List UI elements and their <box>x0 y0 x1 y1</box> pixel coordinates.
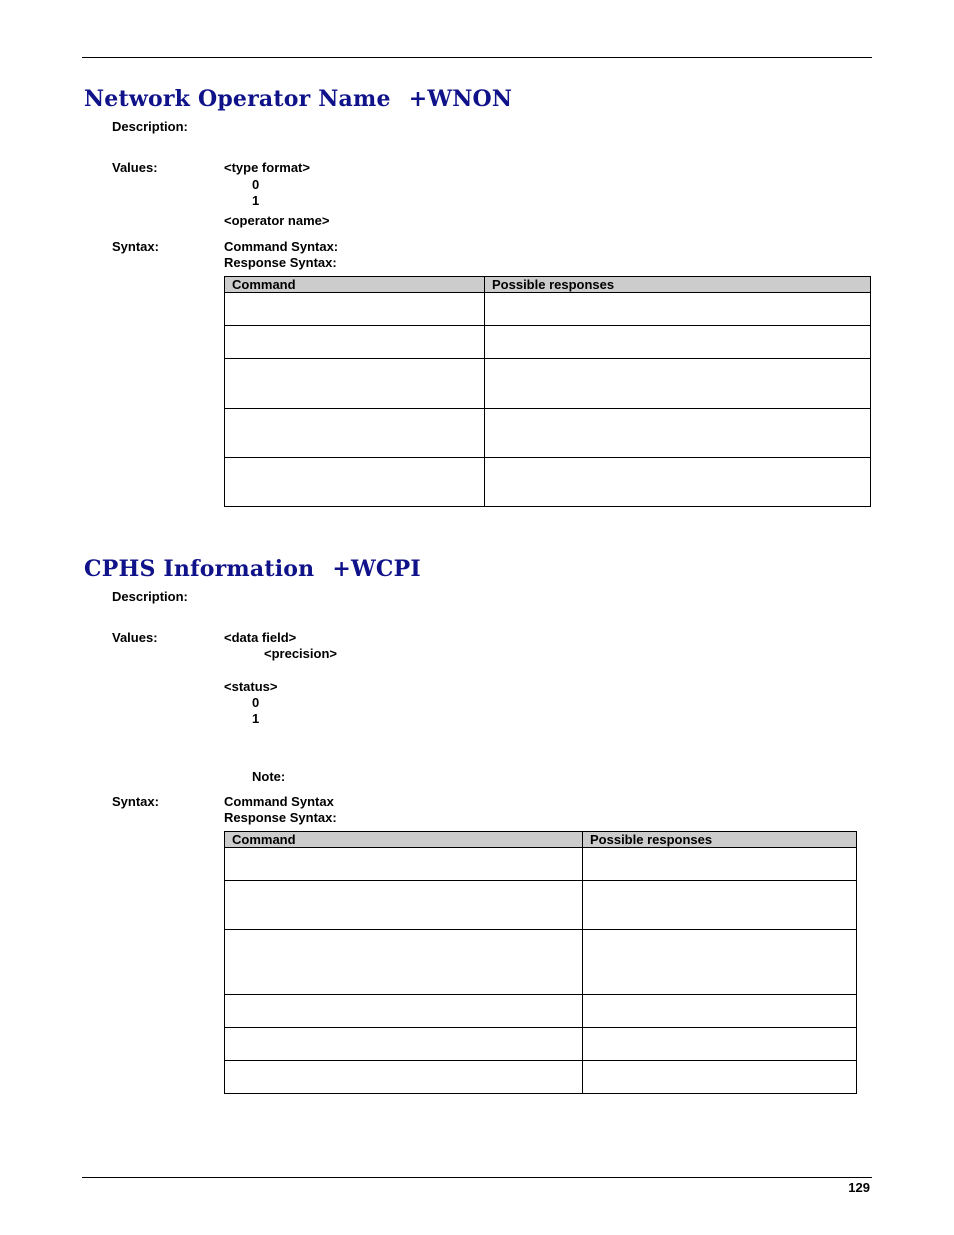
values-label: Values: <box>112 160 158 175</box>
response-cell <box>485 293 871 326</box>
response-cell <box>583 995 857 1028</box>
response-cell <box>583 930 857 995</box>
command-cell <box>225 1028 583 1061</box>
section-heading-wcpi <box>84 556 421 582</box>
value-status: <status> <box>224 679 278 694</box>
section-title: Network Operator Name <box>84 86 391 112</box>
values-label: Values: <box>112 630 158 645</box>
table-row <box>225 458 871 507</box>
table-row <box>225 293 871 326</box>
syntax-label: Syntax: <box>112 239 159 254</box>
description-label: Description: <box>112 589 188 604</box>
command-cell <box>225 848 583 881</box>
response-cell <box>583 1028 857 1061</box>
response-syntax-label: Response Syntax: <box>224 255 337 270</box>
command-syntax-label: Command Syntax: <box>224 239 339 254</box>
table-row <box>225 995 857 1028</box>
command-cell <box>225 1061 583 1094</box>
command-syntax-label: Command Syntax <box>224 794 334 809</box>
value-type-format: <type format> <box>224 160 310 175</box>
value-option-1: 1 <box>252 711 260 726</box>
footer-rule <box>82 1177 872 1178</box>
command-table-wcpi <box>224 831 857 1094</box>
command-cell <box>225 930 583 995</box>
response-cell <box>485 458 871 507</box>
table-row <box>225 930 857 995</box>
column-header-responses: Possible responses <box>485 277 871 293</box>
section-command: +WNON <box>408 86 513 112</box>
section-title: CPHS Information <box>84 556 315 582</box>
command-cell <box>225 359 485 409</box>
table-row <box>225 848 857 881</box>
column-header-command: Command <box>225 277 485 293</box>
header-rule <box>82 57 872 58</box>
response-syntax-label: Response Syntax: <box>224 810 337 825</box>
table-header-row <box>225 832 857 848</box>
section-heading-wnon <box>84 86 512 112</box>
table-row <box>225 326 871 359</box>
table-row <box>225 881 857 930</box>
page-number: 129 <box>848 1180 870 1195</box>
value-operator-name: <operator name> <box>224 213 330 228</box>
value-option-1: 1 <box>252 193 260 208</box>
command-cell <box>225 881 583 930</box>
response-cell <box>583 1061 857 1094</box>
value-option-0: 0 <box>252 177 260 192</box>
response-cell <box>485 326 871 359</box>
command-cell <box>225 995 583 1028</box>
table-header-row <box>225 277 871 293</box>
value-data-field: <data field> <box>224 630 297 645</box>
response-cell <box>583 848 857 881</box>
column-header-responses: Possible responses <box>583 832 857 848</box>
command-cell <box>225 458 485 507</box>
value-precision: <precision> <box>264 646 337 661</box>
command-cell <box>225 326 485 359</box>
note-label: Note: <box>252 769 286 784</box>
command-cell <box>225 409 485 458</box>
section-command: +WCPI <box>332 556 421 582</box>
value-option-0: 0 <box>252 695 260 710</box>
response-cell <box>583 881 857 930</box>
command-cell <box>225 293 485 326</box>
table-row <box>225 359 871 409</box>
command-table-wnon <box>224 276 871 507</box>
table-row <box>225 1061 857 1094</box>
table-row <box>225 1028 857 1061</box>
syntax-label: Syntax: <box>112 794 159 809</box>
description-label: Description: <box>112 119 188 134</box>
column-header-command: Command <box>225 832 583 848</box>
table-row <box>225 409 871 458</box>
response-cell <box>485 409 871 458</box>
response-cell <box>485 359 871 409</box>
